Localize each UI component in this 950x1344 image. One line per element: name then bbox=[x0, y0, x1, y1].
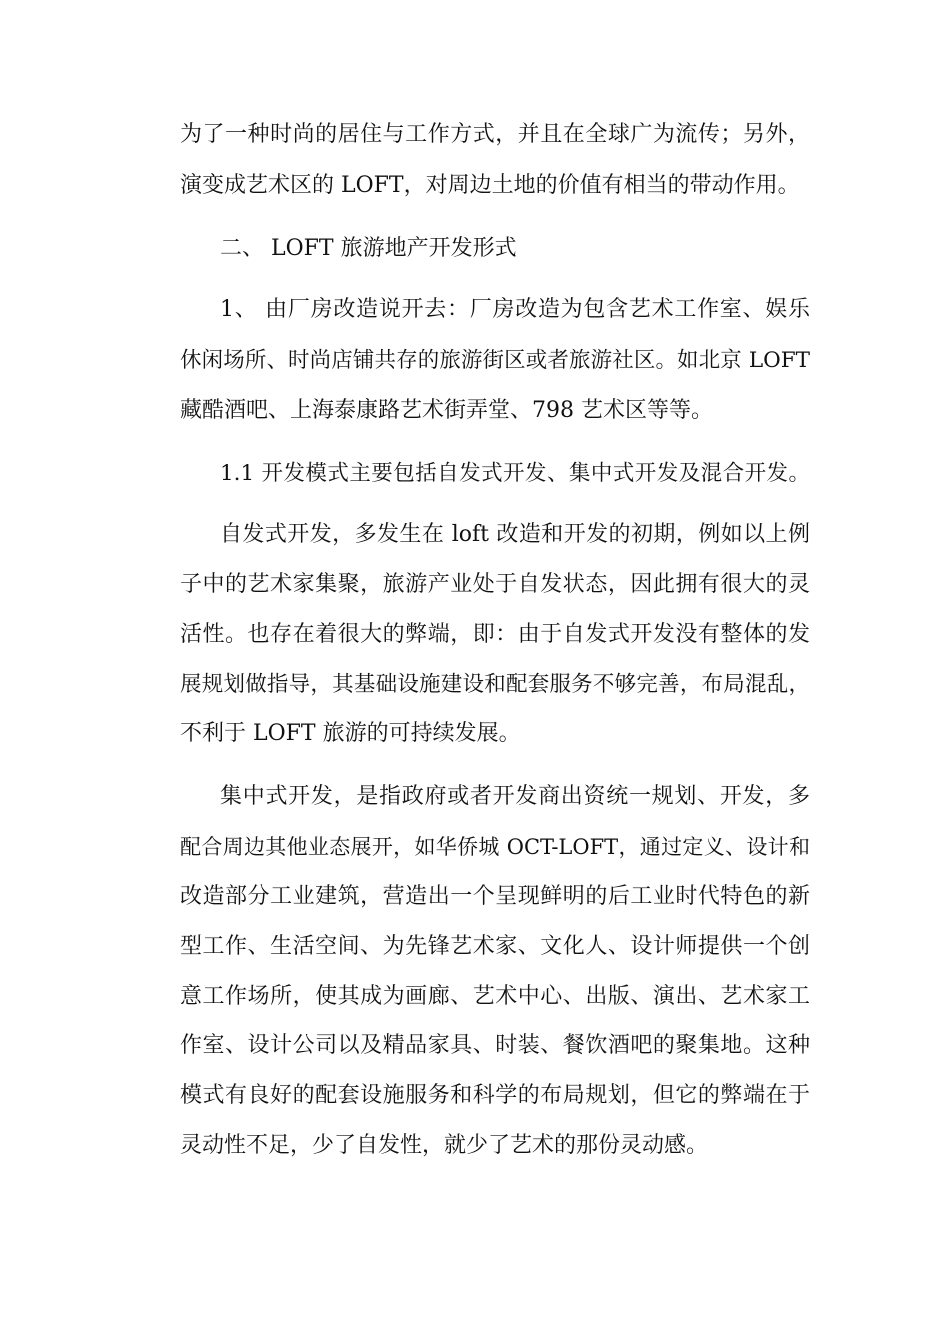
paragraph-line: 改造部分工业建筑，营造出一个呈现鲜明的后工业时代特色的新 bbox=[180, 884, 810, 909]
paragraph-line: 活性。也存在着很大的弊端，即：由于自发式开发没有整体的发 bbox=[180, 622, 810, 647]
paragraph-line: 集中式开发，是指政府或者开发商出资统一规划、开发，多 bbox=[220, 784, 810, 809]
section-heading: 二、 LOFT 旅游地产开发形式 bbox=[220, 236, 517, 261]
paragraph-line: 不利于 LOFT 旅游的可持续发展。 bbox=[180, 721, 521, 746]
subsection-heading: 1.1 开发模式主要包括自发式开发、集中式开发及混合开发。 bbox=[220, 461, 810, 486]
paragraph-line: 自发式开发，多发生在 loft 改造和开发的初期，例如以上例 bbox=[220, 522, 810, 547]
paragraph-line: 意工作场所，使其成为画廊、艺术中心、出版、演出、艺术家工 bbox=[180, 984, 810, 1009]
paragraph-line: 演变成艺术区的 LOFT，对周边土地的价值有相当的带动作用。 bbox=[180, 173, 800, 198]
paragraph-line: 配合周边其他业态展开，如华侨城 OCT-LOFT，通过定义、设计和 bbox=[180, 835, 810, 859]
paragraph-line: 模式有良好的配套设施服务和科学的布局规划，但它的弊端在于 bbox=[180, 1083, 810, 1108]
paragraph-line: 灵动性不足，少了自发性，就少了艺术的那份灵动感。 bbox=[180, 1133, 709, 1158]
paragraph-line: 为了一种时尚的居住与工作方式，并且在全球广为流传；另外， bbox=[180, 122, 810, 147]
paragraph-line: 1、 由厂房改造说开去：厂房改造为包含艺术工作室、娱乐 bbox=[220, 297, 810, 322]
paragraph-line: 藏酷酒吧、上海泰康路艺术街弄堂、798 艺术区等等。 bbox=[180, 398, 713, 423]
paragraph-line: 展规划做指导，其基础设施建设和配套服务不够完善，布局混乱， bbox=[180, 672, 810, 697]
paragraph-line: 作室、设计公司以及精品家具、时装、餐饮酒吧的聚集地。这种 bbox=[180, 1033, 810, 1058]
paragraph-line: 型工作、生活空间、为先锋艺术家、文化人、设计师提供一个创 bbox=[180, 934, 810, 959]
paragraph-line: 休闲场所、时尚店铺共存的旅游街区或者旅游社区。如北京 LOFT bbox=[180, 348, 810, 373]
paragraph-line: 子中的艺术家集聚，旅游产业处于自发状态，因此拥有很大的灵 bbox=[180, 572, 810, 597]
